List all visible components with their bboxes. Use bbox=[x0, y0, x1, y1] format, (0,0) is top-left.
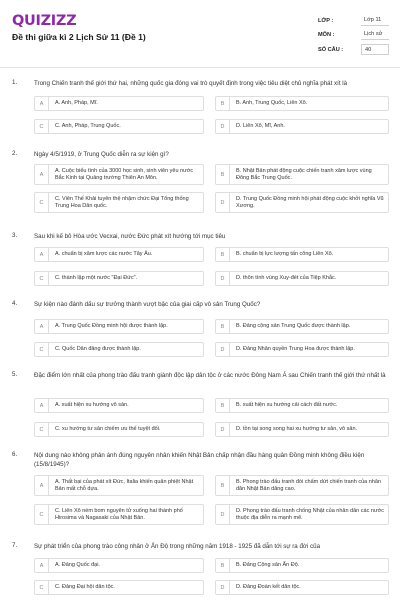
option-letter: C bbox=[35, 120, 49, 133]
option-a[interactable] bbox=[34, 558, 204, 573]
option-letter: A bbox=[35, 165, 49, 184]
question-7 bbox=[12, 542, 390, 598]
question-2 bbox=[12, 150, 390, 222]
option-letter: D bbox=[216, 193, 230, 212]
option-text: B. Anh, Trung Quốc, Liên Xô. bbox=[236, 100, 308, 106]
option-text: D. tồn tại song song hai xu hướng tư sản, vô sản. bbox=[236, 426, 358, 432]
question-1 bbox=[12, 79, 390, 139]
option-text: A. chuẩn bị xâm lược các nước Tây Âu. bbox=[55, 251, 153, 257]
question-number: 5. bbox=[12, 371, 18, 378]
option-letter: A bbox=[35, 320, 49, 333]
option-letter: B bbox=[216, 476, 230, 495]
option-text: D. Liên Xô, Mĩ, Anh. bbox=[236, 123, 285, 129]
option-text: D. thôn tính vùng Xuy-đét của Tiệp Khắc. bbox=[236, 275, 337, 281]
question-number: 2. bbox=[12, 150, 18, 157]
question-number: 4. bbox=[12, 300, 18, 307]
option-text: C. Quốc Dân đảng được thành lập. bbox=[55, 346, 141, 352]
option-text: D. Đảng Nhân quyền Trung Hoa được thành lập. bbox=[236, 346, 355, 352]
option-b[interactable] bbox=[215, 475, 389, 496]
option-letter: D bbox=[216, 120, 230, 133]
option-a[interactable] bbox=[34, 96, 204, 111]
option-letter: D bbox=[216, 343, 230, 356]
option-text: A. xuất hiện xu hướng vô sản. bbox=[55, 402, 129, 408]
option-c[interactable] bbox=[34, 422, 204, 437]
question-count-field: 40 bbox=[361, 44, 389, 55]
option-text: C. Viên Thế Khải tuyên thệ nhậm chức Đại Tổng thống Trung Hoa Dân quốc. bbox=[55, 195, 189, 209]
option-letter: B bbox=[216, 165, 230, 184]
question-3 bbox=[12, 232, 390, 292]
option-text: A. Cuộc biểu tình của 3000 học sinh, sinh viên yêu nước Bắc Kinh tại Quảng trường Thiên An Môn. bbox=[55, 167, 194, 181]
option-letter: B bbox=[216, 399, 230, 412]
option-d[interactable] bbox=[215, 422, 389, 437]
option-text: B. xuất hiện xu hướng cải cách đất nước. bbox=[236, 402, 338, 408]
option-text: B. Đảng cộng sản Trung Quốc được thành lập. bbox=[236, 323, 351, 329]
option-b[interactable] bbox=[215, 96, 389, 111]
option-text: B. Nhật Bản phát động cuộc chiến tranh xâm lược vùng Đông Bắc Trung Quốc. bbox=[236, 167, 372, 181]
option-letter: D bbox=[216, 505, 230, 524]
option-c[interactable] bbox=[34, 119, 204, 134]
question-number: 7. bbox=[12, 542, 18, 549]
option-letter: C bbox=[35, 193, 49, 212]
option-a[interactable] bbox=[34, 475, 204, 496]
option-text: C. Đảng Đại hội dân tộc. bbox=[55, 584, 115, 590]
question-text: Sự phát triển của phong trào công nhân ở Ấn Độ trong những năm 1918 - 1925 đã dẫn tới sự ra đời của bbox=[34, 543, 321, 550]
subject-field: Lịch sử bbox=[361, 29, 389, 40]
question-6 bbox=[12, 451, 390, 533]
option-a[interactable] bbox=[34, 247, 204, 262]
question-number: 1. bbox=[12, 79, 18, 86]
option-letter: C bbox=[35, 423, 49, 436]
class-field: Lớp 11 bbox=[361, 15, 389, 26]
option-text: B. Phong trào đấu tranh đòi chấm dứt chiến tranh của nhân dân Nhật Bản dâng cao. bbox=[236, 478, 381, 492]
question-text: Nội dung nào không phản ánh đúng nguyên nhân khiến Nhật Bản chấp nhận đầu hàng quân Đồng minh không điều kiện (15/8/1945)? bbox=[34, 452, 365, 468]
option-letter: B bbox=[216, 248, 230, 261]
option-text: A. Thất bại của phát xít Đức, Italia khiến quân phiệt Nhật Bản mất chỗ dựa. bbox=[55, 478, 194, 492]
question-text: Sau khi kế bô Hòa ước Vecxai, nước Đức phát xít hướng tới mục tiêu bbox=[34, 233, 226, 240]
option-letter: C bbox=[35, 505, 49, 524]
option-text: A. Đảng Quốc đại. bbox=[55, 562, 100, 568]
option-c[interactable] bbox=[34, 342, 204, 357]
option-text: C. Anh, Pháp, Trung Quốc. bbox=[55, 123, 121, 129]
question-text: Trong Chiến tranh thế giới thứ hai, những quốc gia đóng vai trò quyết định trong việc tiêu diệt chủ nghĩa phát xít là bbox=[34, 80, 348, 87]
option-d[interactable] bbox=[215, 580, 389, 595]
option-c[interactable] bbox=[34, 192, 204, 213]
option-d[interactable] bbox=[215, 342, 389, 357]
option-letter: C bbox=[35, 581, 49, 594]
option-d[interactable] bbox=[215, 271, 389, 286]
option-letter: A bbox=[35, 97, 49, 110]
option-letter: C bbox=[35, 272, 49, 285]
option-text: A. Trung Quốc Đồng minh hội được thành lập. bbox=[55, 323, 168, 329]
option-letter: C bbox=[35, 343, 49, 356]
option-letter: A bbox=[35, 476, 49, 495]
question-text: Đặc điểm lớn nhất của phong trào đấu tranh giành độc lập dân tộc ở các nước Đông Nam Á sau Chiến tranh thế giới thứ nhất là bbox=[34, 372, 386, 379]
option-letter: D bbox=[216, 581, 230, 594]
option-d[interactable] bbox=[215, 504, 389, 525]
option-text: C. thành lập một nước "Đại Đức". bbox=[55, 275, 138, 281]
option-b[interactable] bbox=[215, 319, 389, 334]
option-c[interactable] bbox=[34, 271, 204, 286]
option-letter: B bbox=[216, 97, 230, 110]
question-text: Ngày 4/5/1919, ở Trung Quốc diễn ra sự kiện gì? bbox=[34, 151, 169, 158]
question-5 bbox=[12, 371, 390, 441]
option-letter: D bbox=[216, 423, 230, 436]
question-4 bbox=[12, 300, 390, 360]
option-letter: A bbox=[35, 399, 49, 412]
option-text: B. Đảng Cộng sản Ấn Độ. bbox=[236, 562, 300, 568]
subject-label: MÔN : bbox=[318, 32, 335, 38]
option-letter: A bbox=[35, 559, 49, 572]
option-b[interactable] bbox=[215, 398, 389, 413]
page-title: Đề thi giữa kì 2 Lịch Sử 11 (Đề 1) bbox=[12, 32, 146, 42]
option-text: D. Đảng Đoàn kết dân tộc. bbox=[236, 584, 301, 590]
question-number: 3. bbox=[12, 232, 18, 239]
option-c[interactable] bbox=[34, 504, 204, 525]
option-a[interactable] bbox=[34, 398, 204, 413]
quizizz-logo: QUIZIZZ bbox=[12, 13, 77, 29]
option-b[interactable] bbox=[215, 164, 389, 185]
worksheet-header bbox=[0, 0, 400, 64]
option-b[interactable] bbox=[215, 247, 389, 262]
option-b[interactable] bbox=[215, 558, 389, 573]
option-c[interactable] bbox=[34, 580, 204, 595]
option-letter: D bbox=[216, 272, 230, 285]
class-label: LỚP : bbox=[318, 18, 334, 24]
option-a[interactable] bbox=[34, 164, 204, 185]
option-d[interactable] bbox=[215, 192, 389, 213]
question-number: 6. bbox=[12, 451, 18, 458]
option-letter: B bbox=[216, 559, 230, 572]
question-count-label: SỐ CÂU : bbox=[318, 47, 344, 53]
question-text: Sự kiện nào đánh dấu sự trưởng thành vượt bậc của giai cấp vô sản Trung Quốc? bbox=[34, 301, 261, 308]
option-text: C. xu hướng tư sản chiếm ưu thế tuyệt đối. bbox=[55, 426, 161, 432]
option-text: B. chuẩn bị lực lượng tấn công Liên Xô. bbox=[236, 251, 334, 257]
option-d[interactable] bbox=[215, 119, 389, 134]
option-letter: B bbox=[216, 320, 230, 333]
option-text: D. Phong trào đấu tranh chống Nhật của nhân dân các nước thuộc địa diễn ra mạnh mẽ. bbox=[236, 507, 384, 521]
option-a[interactable] bbox=[34, 319, 204, 334]
header-divider bbox=[0, 67, 400, 68]
option-text: C. Liên Xô ném bom nguyên tử xuống hai thành phố Hirosima và Nagasaki của Nhật Bản. bbox=[55, 507, 183, 521]
option-letter: A bbox=[35, 248, 49, 261]
option-text: D. Trung Quốc Đồng minh hội phát động cuộc khởi nghĩa Vũ Xương. bbox=[236, 195, 384, 209]
option-text: A. Anh, Pháp, Mĩ. bbox=[55, 100, 98, 106]
